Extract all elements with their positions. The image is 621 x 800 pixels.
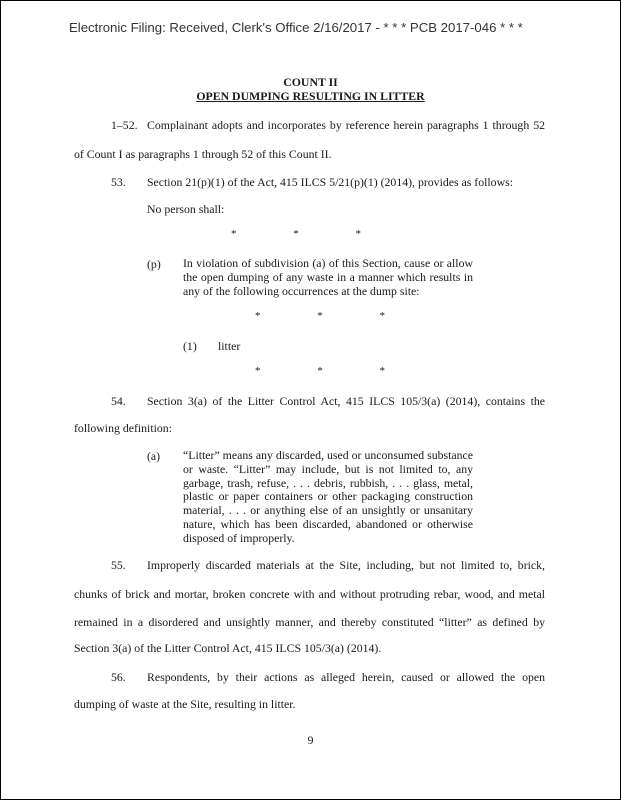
count-title: OPEN DUMPING RESULTING IN LITTER	[196, 89, 425, 103]
paragraph-1-52-line2: of Count I as paragraphs 1 through 52 of this Count II.	[74, 147, 332, 161]
ellipsis-stars-3	[255, 365, 385, 377]
count-heading: COUNT II	[283, 75, 338, 89]
star: *	[255, 365, 261, 377]
star: *	[255, 310, 261, 322]
star: *	[379, 365, 385, 377]
paragraph-1-52-line1: Complainant adopts and incorporates by reference herein paragraphs 1 through 52	[147, 118, 545, 132]
subsection-p-text: In violation of subdivision (a) of this Section, cause or allow the open dumping of any waste in a manner which results in any of the following occurrences at the dump site:	[183, 256, 473, 298]
paragraph-54-line2: following definition:	[74, 421, 172, 435]
paragraph-number-56: 56.	[111, 670, 126, 684]
star: *	[293, 228, 299, 240]
paragraph-55-line2: chunks of brick and mortar, broken concrete with and without protruding rebar, wood, and metal	[74, 587, 545, 601]
paragraph-55-line3: remained in a disordered and unsightly manner, and thereby constituted “litter” as defined by	[74, 615, 545, 629]
star: *	[317, 310, 323, 322]
star: *	[231, 228, 237, 240]
paragraph-number-53: 53.	[111, 175, 126, 189]
subsection-1-label: (1)	[183, 339, 197, 353]
paragraph-54-line1: Section 3(a) of the Litter Control Act, 415 ILCS 105/3(a) (2014), contains the	[147, 394, 545, 408]
paragraph-55-line1: Improperly discarded materials at the Site, including, but not limited to, brick,	[147, 558, 545, 572]
filing-stamp: Electronic Filing: Received, Clerk's Office 2/16/2017 - * * * PCB 2017-046 * * *	[69, 20, 523, 35]
paragraph-number-54: 54.	[111, 394, 126, 408]
star: *	[379, 310, 385, 322]
paragraph-number-1-52: 1–52.	[111, 118, 138, 132]
no-person-shall: No person shall:	[147, 202, 225, 216]
paragraph-number-55: 55.	[111, 558, 126, 572]
paragraph-53-text: Section 21(p)(1) of the Act, 415 ILCS 5/21(p)(1) (2014), provides as follows:	[147, 175, 513, 189]
ellipsis-stars-2	[255, 310, 385, 322]
star: *	[317, 365, 323, 377]
litter-definition-quote: “Litter” means any discarded, used or unconsumed substance or waste. “Litter” may include, but is not limited to, any garbage, trash, refuse, . . . debris, rubbish, . . . glass, metal, plastic or paper containers or other packaging construction material, . . . or anything else of an unsightly or unsanitary nature, which has been discarded, abandoned or otherwise disposed of improperly.	[183, 448, 473, 545]
paragraph-56-line2: dumping of waste at the Site, resulting in litter.	[74, 697, 296, 711]
page-number: 9	[307, 733, 314, 747]
paragraph-56-line1: Respondents, by their actions as alleged herein, caused or allowed the open	[147, 670, 545, 684]
ellipsis-stars-1	[231, 228, 361, 240]
subsection-p-label: (p)	[147, 257, 161, 271]
star: *	[355, 228, 361, 240]
paragraph-55-line4: Section 3(a) of the Litter Control Act, 415 ILCS 105/3(a) (2014).	[74, 641, 382, 655]
subsection-1-text: litter	[218, 339, 241, 353]
subsection-a-label: (a)	[147, 449, 161, 463]
